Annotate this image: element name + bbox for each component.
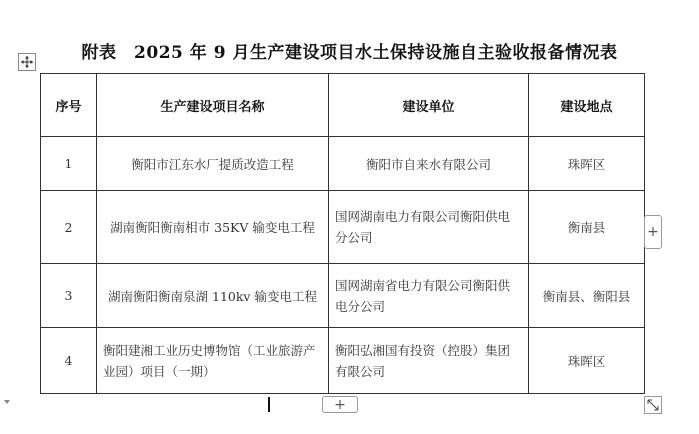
cell-construction-unit[interactable]: 衡阳弘湘国有投资（控股）集团有限公司 <box>329 328 529 394</box>
table-row <box>41 328 645 394</box>
report-table <box>40 73 645 394</box>
header-construction-unit[interactable]: 建设单位 <box>329 74 529 137</box>
header-serial[interactable]: 序号 <box>41 74 97 137</box>
cell-location[interactable]: 衡南县 <box>529 191 645 264</box>
cell-location[interactable]: 珠晖区 <box>529 137 645 191</box>
cell-project-name[interactable]: 湖南衡阳衡南泉湖 110kv 输变电工程 <box>97 264 329 328</box>
cell-serial[interactable]: 1 <box>41 137 97 191</box>
cell-serial[interactable]: 4 <box>41 328 97 394</box>
cell-serial[interactable]: 2 <box>41 191 97 264</box>
table-row <box>41 264 645 328</box>
cell-project-name[interactable]: 衡阳建湘工业历史博物馆（工业旅游产业园）项目（一期） <box>97 328 329 394</box>
diagonal-resize-icon <box>647 399 659 411</box>
paragraph-mark-icon <box>4 400 10 404</box>
cell-project-name[interactable]: 湖南衡阳衡南相市 35KV 输变电工程 <box>97 191 329 264</box>
table-row <box>41 191 645 264</box>
cell-construction-unit[interactable]: 国网湖南电力有限公司衡阳供电分公司 <box>329 191 529 264</box>
table-move-handle[interactable] <box>18 53 36 71</box>
cell-serial[interactable]: 3 <box>41 264 97 328</box>
text-cursor <box>268 397 270 412</box>
cell-location[interactable]: 珠晖区 <box>529 328 645 394</box>
header-location[interactable]: 建设地点 <box>529 74 645 137</box>
move-arrows-icon <box>20 55 34 69</box>
table-header-row <box>41 74 645 137</box>
cell-location[interactable]: 衡南县、衡阳县 <box>529 264 645 328</box>
table-row <box>41 137 645 191</box>
document-title: 附表 2025 年 9 月生产建设项目水土保持设施自主验收报备情况表 <box>81 43 618 63</box>
add-row-button[interactable]: + <box>322 396 358 413</box>
header-project-name[interactable]: 生产建设项目名称 <box>97 74 329 137</box>
table-resize-handle[interactable] <box>644 396 662 414</box>
cell-project-name[interactable]: 衡阳市江东水厂提质改造工程 <box>97 137 329 191</box>
add-column-button[interactable]: + <box>644 215 662 249</box>
cell-construction-unit[interactable]: 国网湖南省电力有限公司衡阳供电分公司 <box>329 264 529 328</box>
cell-construction-unit[interactable]: 衡阳市自来水有限公司 <box>329 137 529 191</box>
